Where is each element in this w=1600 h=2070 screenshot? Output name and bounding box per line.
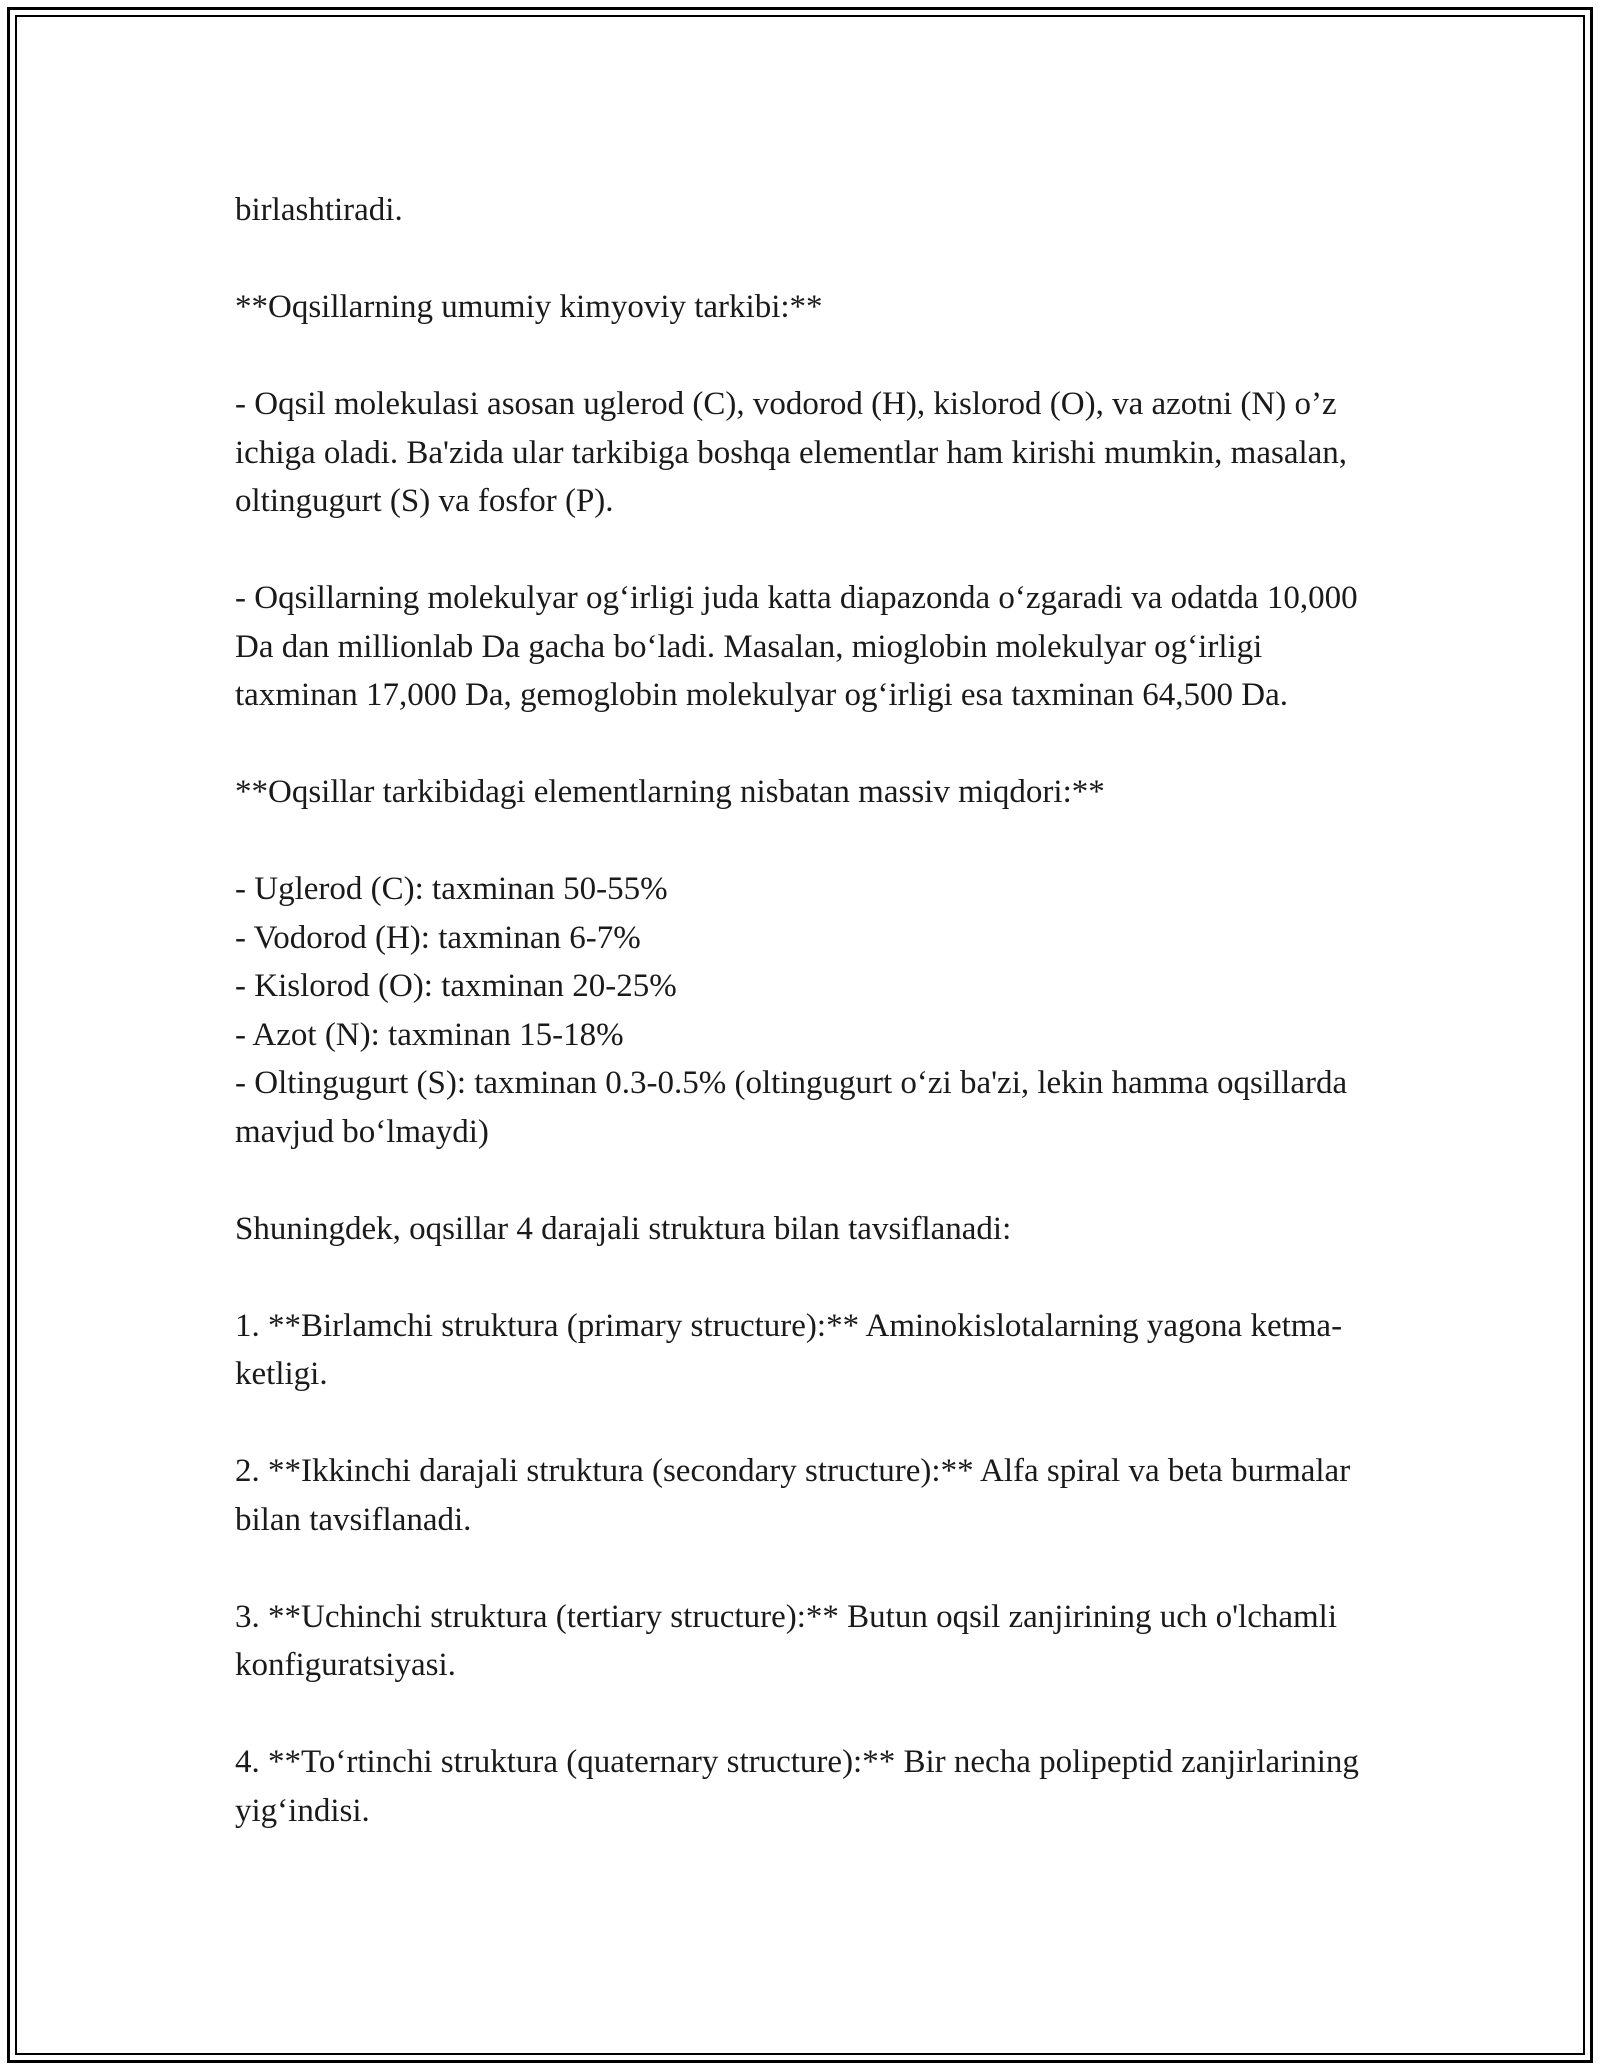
composition-item: - Oqsillarning molekulyar og‘irligi juda katta diapazonda o‘zgaradi va odatda 10,000 Da dan millionlab Da gacha bo‘ladi. Masalan, mioglobin molekulyar og‘irligi taxminan 17,000 Da, gemoglobin molekulyar og‘irligi esa taxminan 64,500 Da. xyxy=(235,580,1366,713)
document-body xyxy=(235,186,1368,1884)
composition-item: - Oqsil molekulasi asosan uglerod (C), vodorod (H), kislorod (O), va azotni (N) o’z ichiga oladi. Ba'zida ular tarkibiga boshqa elementlar ham kirishi mumkin, masalan, oltingugurt (S) va fosfor (P). xyxy=(235,386,1356,519)
element-item-hydrogen: - Vodorod (H): taxminan 6-7% xyxy=(235,919,641,956)
heading-elements: **Oqsillar tarkibidagi elementlarning nisbatan massiv miqdori:** xyxy=(235,774,1105,810)
heading-composition: **Oqsillarning umumiy kimyoviy tarkibi:** xyxy=(235,289,823,325)
element-item-nitrogen: - Azot (N): taxminan 15-18% xyxy=(235,1016,624,1053)
element-list xyxy=(235,865,1365,1156)
structure-item-tertiary: 3. **Uchinchi struktura (tertiary structure):** Butun oqsil zanjirining uch o'lchamli konfiguratsiyasi. xyxy=(235,1598,1346,1683)
structure-item-primary: 1. **Birlamchi struktura (primary structure):** Aminokislotalarning yagona ketma-ketligi. xyxy=(235,1307,1343,1392)
element-item-oxygen: - Kislorod (O): taxminan 20-25% xyxy=(235,968,677,1004)
continuation-text: birlashtiradi. xyxy=(235,192,403,228)
structure-item-secondary: 2. **Ikkinchi darajali struktura (secondary structure):** Alfa spiral va beta burmalar bilan tavsiflanadi. xyxy=(235,1453,1359,1538)
element-item-sulfur: - Oltingugurt (S): taxminan 0.3-0.5% (oltingugurt o‘zi ba'zi, lekin hamma oqsillarda mavjud bo‘lmaydi) xyxy=(235,1065,1356,1150)
structure-intro: Shuningdek, oqsillar 4 darajali struktura bilan tavsiflanadi: xyxy=(235,1210,1012,1247)
element-item-carbon: - Uglerod (C): taxminan 50-55% xyxy=(235,871,668,907)
structure-item-quaternary: 4. **To‘rtinchi struktura (quaternary structure):** Bir necha polipeptid zanjirlarining yig‘indisi. xyxy=(235,1744,1368,1829)
